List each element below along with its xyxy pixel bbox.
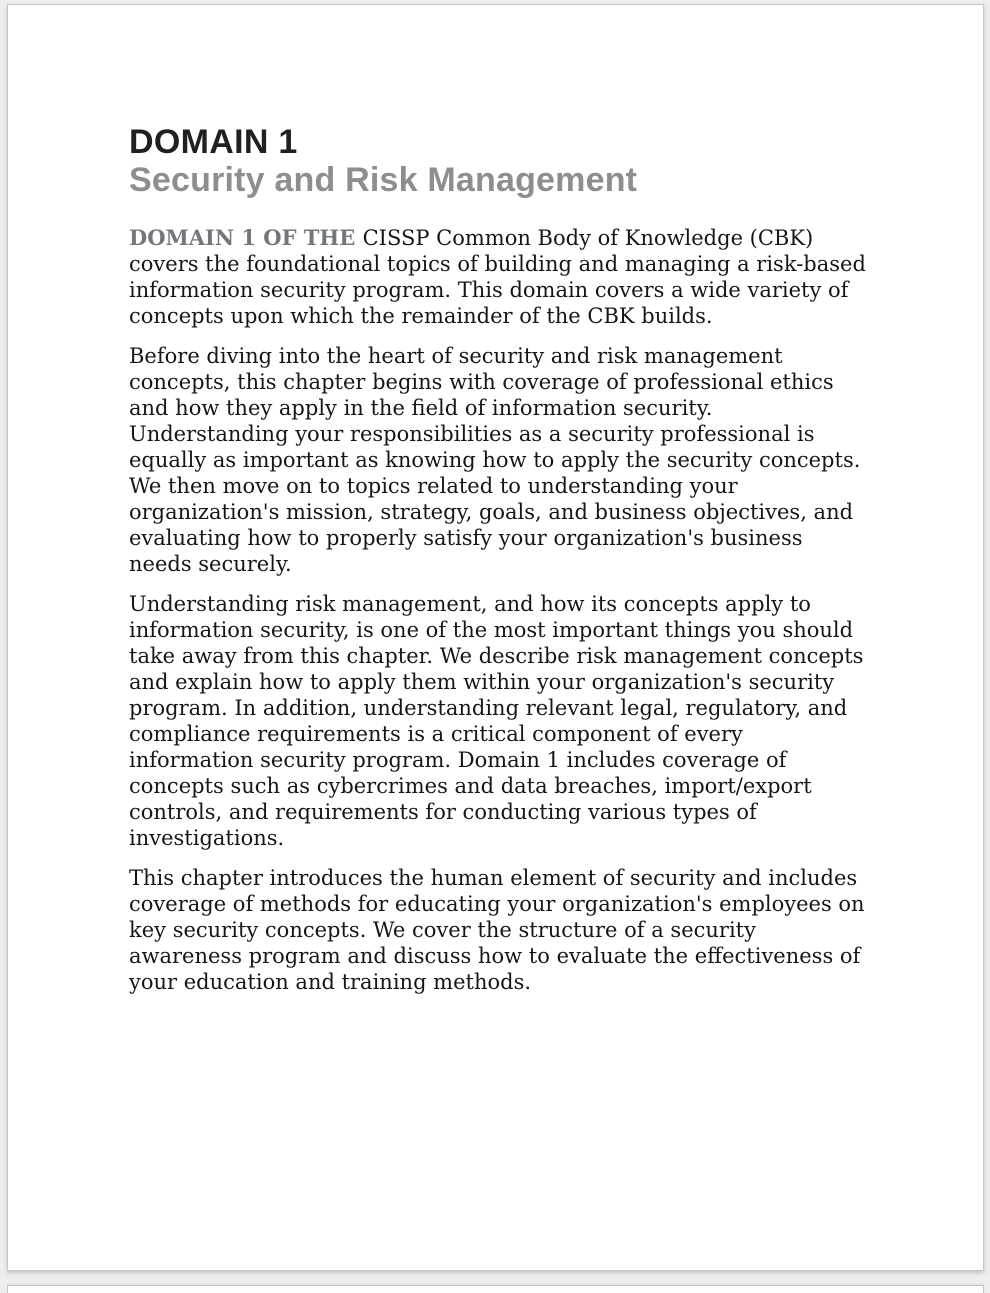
paragraph-1-text: CISSP Common Body of Knowledge (CBK) covers the foundational topics of building and managing a risk-based information security program. This domain covers a wide variety of concepts upon which the remainder of the CBK builds. — [129, 226, 866, 328]
paragraph-1 — [129, 225, 866, 329]
paragraph-4: This chapter introduces the human element of security and includes coverage of methods for educating your organization's employees on key security concepts. We cover the structure of a security awareness program and discuss how to evaluate the effectiveness of your education and training methods. — [129, 866, 865, 994]
next-page-preview — [7, 1285, 984, 1293]
page-content — [8, 5, 866, 995]
paragraph-2: Before diving into the heart of security and risk management concepts, this chapter begins with coverage of professional ethics and how they apply in the field of information security. Understanding your responsibilities as a security professional is equally as important as knowing how to apply the security concepts. We then move on to topics related to understanding your organization's mission, strategy, goals, and business objectives, and evaluating how to properly satisfy your organization's business needs securely. — [129, 344, 861, 576]
document-page — [7, 4, 984, 1271]
chapter-title-heading: Security and Risk Management — [129, 161, 638, 199]
chapter-number-heading: DOMAIN 1 — [129, 123, 298, 161]
paragraph-lead-in: DOMAIN 1 OF THE — [129, 225, 363, 250]
paragraph-3: Understanding risk management, and how its concepts apply to information security, is one of the most important things you should take away from this chapter. We describe risk management concepts and explain how to apply them within your organization's security program. In addition, understanding relevant legal, regulatory, and compliance requirements is a critical component of every information security program. Domain 1 includes coverage of concepts such as cybercrimes and data breaches, import/export controls, and requirements for conducting various types of investigations. — [129, 592, 864, 850]
body-text — [129, 225, 866, 995]
